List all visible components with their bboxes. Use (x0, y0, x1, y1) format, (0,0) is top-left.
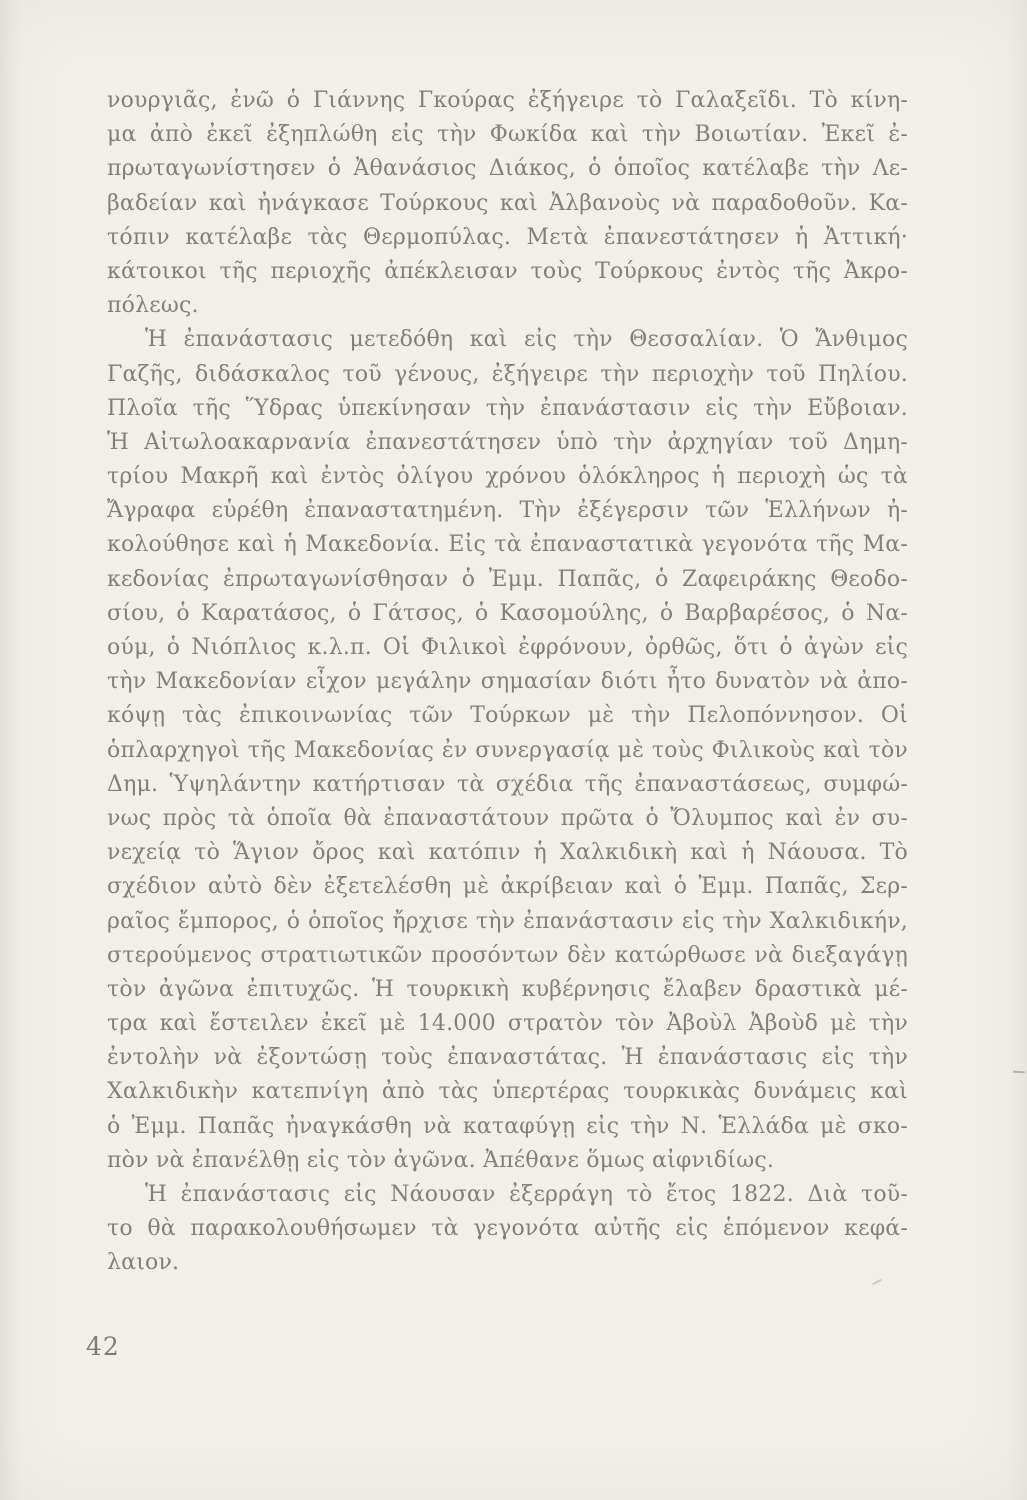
text-line: βαδείαν καὶ ἠνάγκασε Τούρκους καὶ Ἀλβανοὺς νὰ παραδοθοῦν. Κα- (107, 190, 908, 216)
text-line: κολούθησε καὶ ἡ Μακεδονία. Εἰς τὰ ἐπαναστατικὰ γεγονότα τῆς Μα- (107, 532, 908, 558)
text-line: κόψῃ τὰς ἐπικοινωνίας τῶν Τούρκων μὲ τὴν Πελοπόννησον. Οἱ (107, 703, 908, 729)
body-text (107, 84, 908, 1281)
text-line: σίου, ὁ Καρατάσος, ὁ Γάτσος, ὁ Κασομούλης, ὁ Βαρβαρέσος, ὁ Να- (107, 600, 908, 626)
text-line: ὁπλαρχηγοὶ τῆς Μακεδονίας ἐν συνεργασίᾳ μὲ τοὺς Φιλικοὺς καὶ τὸν (107, 737, 908, 763)
text-line: Δημ. Ὑψηλάντην κατήρτισαν τὰ σχέδια τῆς ἐπαναστάσεως, συμφώ- (107, 771, 908, 797)
text-line: πὸν νὰ ἐπανέλθῃ εἰς τὸν ἀγῶνα. Ἀπέθανε ὅμως αἰφνιδίως. (107, 1147, 775, 1173)
text-line: πρωταγωνίστησεν ὁ Ἀθανάσιος Διάκος, ὁ ὁποῖος κατέλαβε τὴν Λε- (107, 156, 908, 182)
text-line: Ἡ Αἰτωλοακαρνανία ἐπανεστάτησεν ὑπὸ τὴν ἀρχηγίαν τοῦ Δημη- (107, 429, 908, 455)
text-line: κεδονίας ἐπρωταγωνίσθησαν ὁ Ἐμμ. Παπᾶς, ὁ Ζαφειράκης Θεοδο- (107, 566, 908, 592)
text-line: Γαζῆς, διδάσκαλος τοῦ γένους, ἐξήγειρε τὴν περιοχὴν τοῦ Πηλίου. (107, 361, 908, 387)
text-line: νως πρὸς τὰ ὁποῖα θὰ ἐπαναστάτουν πρῶτα ὁ Ὄλυμπος καὶ ἐν συ- (107, 805, 908, 831)
text-line: τὸν ἀγῶνα ἐπιτυχῶς. Ἡ τουρκικὴ κυβέρνησις ἔλαβεν δραστικὰ μέ- (107, 976, 908, 1002)
text-line: πόλεως. (107, 293, 199, 319)
text-line: τρα καὶ ἔστειλεν ἐκεῖ μὲ 14.000 στρατὸν τὸν Ἀβοὺλ Ἀβοὺδ μὲ τὴν (107, 1011, 908, 1037)
text-line: λαιον. (107, 1250, 180, 1276)
text-line: τόπιν κατέλαβε τὰς Θερμοπύλας. Μετὰ ἐπανεστάτησεν ἡ Ἀττική· (107, 224, 908, 250)
text-line: το θὰ παρακολουθήσωμεν τὰ γεγονότα αὐτῆς εἰς ἑπόμενον κεφά- (107, 1216, 908, 1242)
text-line: ούμ, ὁ Νιόπλιος κ.λ.π. Οἱ Φιλικοὶ ἐφρόνουν, ὀρθῶς, ὅτι ὁ ἀγὼν εἰς (107, 635, 908, 660)
text-line: Ἄγραφα εὑρέθη ἐπαναστατημένη. Τὴν ἐξέγερσιν τῶν Ἑλλήνων ἠ- (107, 498, 908, 524)
text-line: Ἡ ἐπανάστασις μετεδόθη καὶ εἰς τὴν Θεσσαλίαν. Ὁ Ἄνθιμος (145, 327, 908, 353)
scan-artifact (1013, 1071, 1025, 1073)
text-line: ἐντολὴν νὰ ἐξοντώσῃ τοὺς ἐπαναστάτας. Ἡ ἐπανάστασις εἰς τὴν (107, 1045, 908, 1071)
text-line: Πλοῖα τῆς Ὕδρας ὑπεκίνησαν τὴν ἐπανάστασιν εἰς τὴν Εὔβοιαν. (107, 395, 908, 421)
text-line: κάτοικοι τῆς περιοχῆς ἀπέκλεισαν τοὺς Τούρκους ἐντὸς τῆς Ἀκρο- (107, 258, 908, 284)
text-line: στερούμενος στρατιωτικῶν προσόντων δὲν κατώρθωσε νὰ διεξαγάγῃ (107, 942, 908, 968)
page-number: 42 (86, 1332, 120, 1361)
text-line: νεχείᾳ τὸ Ἅγιον ὄρος καὶ κατόπιν ἡ Χαλκιδικὴ καὶ ἡ Νάουσα. Τὸ (107, 840, 908, 866)
text-line: σχέδιον αὐτὸ δὲν ἐξετελέσθη μὲ ἀκρίβειαν καὶ ὁ Ἐμμ. Παπᾶς, Σερ- (107, 874, 908, 900)
text-line: νουργιᾶς, ἐνῶ ὁ Γιάννης Γκούρας ἐξήγειρε τὸ Γαλαξεῖδι. Τὸ κίνη- (107, 88, 908, 113)
text-line: τρίου Μακρῆ καὶ ἐντὸς ὀλίγου χρόνου ὁλόκληρος ἡ περιοχὴ ὡς τὰ (107, 464, 908, 490)
text-line: τὴν Μακεδονίαν εἶχον μεγάλην σημασίαν διότι ἦτο δυνατὸν νὰ ἀπο- (107, 669, 908, 695)
text-line: μα ἀπὸ ἐκεῖ ἐξηπλώθη εἰς τὴν Φωκίδα καὶ τὴν Βοιωτίαν. Ἐκεῖ ἐ- (107, 122, 908, 148)
text-line: Ἡ ἐπανάστασις εἰς Νάουσαν ἐξερράγη τὸ ἔτος 1822. Διὰ τοῦ- (145, 1182, 908, 1207)
text-line: ὁ Ἐμμ. Παπᾶς ἠναγκάσθη νὰ καταφύγῃ εἰς τὴν Ν. Ἑλλάδα μὲ σκο- (107, 1113, 908, 1139)
text-line: ραῖος ἔμπορος, ὁ ὁποῖος ἤρχισε τὴν ἐπανάστασιν εἰς τὴν Χαλκιδικήν, (107, 908, 908, 934)
text-line: Χαλκιδικὴν κατεπνίγη ἀπὸ τὰς ὑπερτέρας τουρκικὰς δυνάμεις καὶ (107, 1079, 908, 1105)
